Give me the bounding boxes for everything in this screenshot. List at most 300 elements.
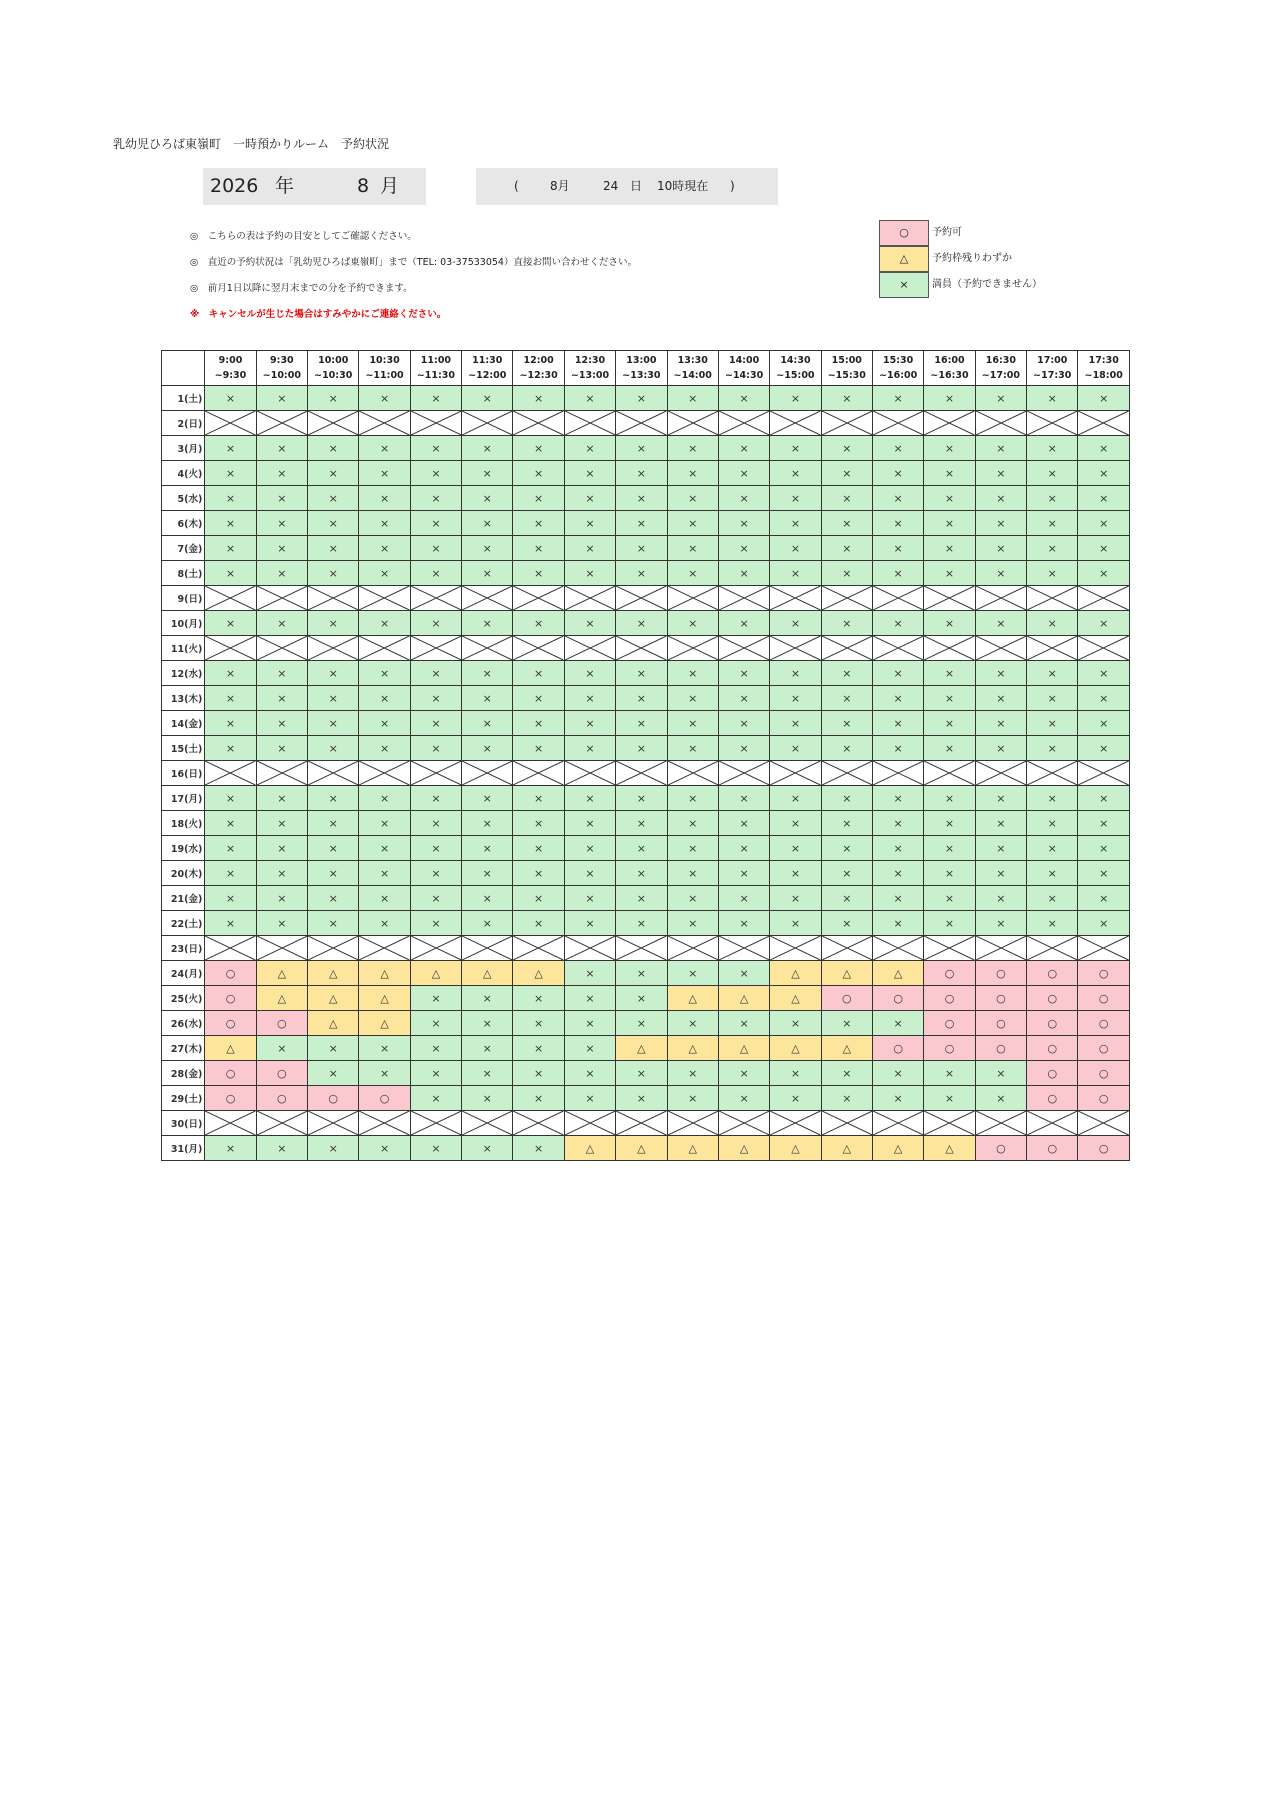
slot-cell: ×: [462, 611, 513, 636]
slot-cell: ×: [205, 611, 256, 636]
slot-cell: ×: [616, 661, 667, 686]
closed-cross-icon: [976, 586, 1026, 610]
closed-cross-icon: [822, 1111, 872, 1135]
slot-cell: ×: [821, 1011, 872, 1036]
slot-cell: △: [256, 961, 307, 986]
slot-cell: ×: [256, 436, 307, 461]
slot-cell: ×: [770, 536, 821, 561]
slot-cell: ×: [667, 686, 718, 711]
slot-cell: ×: [462, 1036, 513, 1061]
slot-cell: △: [718, 1036, 769, 1061]
slot-cell: ×: [513, 436, 564, 461]
slot-cell: ×: [821, 536, 872, 561]
day-label: 13(木): [162, 686, 205, 711]
slot-cell: ×: [564, 1086, 615, 1111]
slot-cell: ×: [564, 536, 615, 561]
cancel-note: ※ キャンセルが生じた場合はすみやかにご連絡ください。: [190, 309, 447, 320]
time-slot-header: [256, 351, 307, 386]
slot-cell: ○: [872, 986, 923, 1011]
slot-cell: ×: [924, 611, 975, 636]
slot-cell: ×: [410, 836, 461, 861]
slot-cell: ○: [308, 1086, 359, 1111]
slot-cell: ×: [359, 686, 410, 711]
time-slot-header: [1078, 351, 1130, 386]
slot-cell: ×: [513, 511, 564, 536]
closed-cross-icon: [205, 936, 255, 960]
closed-slot: [410, 936, 461, 961]
closed-cross-icon: [565, 586, 615, 610]
slot-cell: ×: [564, 611, 615, 636]
slot-cell: ×: [975, 386, 1026, 411]
slot-cell: ×: [872, 811, 923, 836]
slot-cell: ×: [308, 886, 359, 911]
closed-slot: [667, 761, 718, 786]
closed-slot: [462, 586, 513, 611]
slot-cell: ○: [1078, 1136, 1130, 1161]
closed-slot: [821, 636, 872, 661]
closed-cross-icon: [1027, 1111, 1077, 1135]
slot-cell: ×: [872, 1061, 923, 1086]
time-slot-header: [205, 351, 256, 386]
slot-cell: △: [359, 961, 410, 986]
table-row: [162, 611, 1130, 636]
closed-slot: [1078, 411, 1130, 436]
closed-slot: [667, 411, 718, 436]
slot-cell: ×: [462, 1061, 513, 1086]
slot-cell: ×: [205, 536, 256, 561]
slot-start: 15:00: [831, 355, 862, 366]
slot-cell: ×: [359, 436, 410, 461]
day-label: 30(日): [162, 1111, 205, 1136]
slot-cell: ×: [1027, 736, 1078, 761]
closed-cross-icon: [668, 761, 718, 785]
closed-slot: [462, 761, 513, 786]
slot-cell: ×: [410, 461, 461, 486]
slot-cell: ×: [256, 786, 307, 811]
closed-cross-icon: [308, 586, 358, 610]
slot-cell: ×: [410, 1036, 461, 1061]
closed-slot: [359, 761, 410, 786]
slot-cell: ×: [821, 461, 872, 486]
slot-cell: ×: [975, 911, 1026, 936]
closed-slot: [359, 936, 410, 961]
slot-cell: ×: [667, 536, 718, 561]
day-label: 10(月): [162, 611, 205, 636]
slot-cell: △: [308, 1011, 359, 1036]
slot-cell: ×: [821, 486, 872, 511]
slot-start: 14:00: [728, 355, 760, 366]
slot-cell: ○: [975, 961, 1026, 986]
slot-cell: ×: [513, 1086, 564, 1111]
slot-cell: △: [770, 961, 821, 986]
slot-cell: ×: [564, 886, 615, 911]
slot-cell: ×: [462, 511, 513, 536]
slot-cell: ×: [770, 436, 821, 461]
closed-slot: [924, 1111, 975, 1136]
slot-cell: ×: [872, 436, 923, 461]
slot-cell: ×: [718, 836, 769, 861]
closed-cross-icon: [719, 636, 769, 660]
closed-cross-icon: [822, 636, 872, 660]
closed-cross-icon: [770, 411, 820, 435]
closed-slot: [616, 1111, 667, 1136]
closed-slot: [410, 761, 461, 786]
day-label: 14(金): [162, 711, 205, 736]
slot-cell: ○: [256, 1061, 307, 1086]
slot-cell: ×: [1078, 911, 1130, 936]
closed-cross-icon: [976, 636, 1026, 660]
slot-cell: ×: [821, 1061, 872, 1086]
slot-cell: ×: [359, 811, 410, 836]
slot-cell: ×: [770, 711, 821, 736]
closed-slot: [205, 586, 256, 611]
closed-slot: [924, 636, 975, 661]
slot-cell: ×: [513, 536, 564, 561]
slot-cell: ×: [410, 886, 461, 911]
slot-cell: ×: [975, 886, 1026, 911]
slot-cell: ×: [359, 511, 410, 536]
slot-cell: ×: [513, 911, 564, 936]
status-time: 10時現在: [657, 179, 709, 193]
slot-cell: ×: [770, 611, 821, 636]
slot-end: ~18:00: [1084, 370, 1123, 381]
closed-slot: [410, 586, 461, 611]
slot-cell: ×: [564, 836, 615, 861]
slot-cell: ×: [1027, 561, 1078, 586]
slot-cell: ×: [1027, 886, 1078, 911]
slot-cell: ×: [924, 911, 975, 936]
closed-cross-icon: [873, 411, 923, 435]
closed-slot: [718, 586, 769, 611]
time-slot-header: [308, 351, 359, 386]
slot-cell: ×: [718, 461, 769, 486]
closed-cross-icon: [565, 411, 615, 435]
closed-slot: [564, 761, 615, 786]
closed-cross-icon: [1027, 411, 1077, 435]
slot-cell: △: [821, 961, 872, 986]
closed-slot: [975, 761, 1026, 786]
slot-cell: ×: [308, 711, 359, 736]
slot-cell: ×: [667, 486, 718, 511]
slot-cell: ×: [462, 1011, 513, 1036]
slot-cell: ×: [359, 1136, 410, 1161]
slot-cell: ×: [462, 886, 513, 911]
slot-cell: ×: [1078, 861, 1130, 886]
slot-cell: ×: [410, 911, 461, 936]
slot-cell: ×: [770, 1011, 821, 1036]
slot-cell: ×: [410, 1086, 461, 1111]
closed-cross-icon: [822, 761, 872, 785]
slot-cell: ×: [770, 661, 821, 686]
closed-cross-icon: [257, 936, 307, 960]
slot-cell: ×: [616, 786, 667, 811]
slot-cell: ×: [924, 486, 975, 511]
time-slot-header: [513, 351, 564, 386]
slot-cell: ×: [462, 386, 513, 411]
closed-slot: [1027, 586, 1078, 611]
closed-cross-icon: [976, 411, 1026, 435]
closed-slot: [667, 636, 718, 661]
closed-cross-icon: [616, 636, 666, 660]
slot-cell: ×: [667, 611, 718, 636]
slot-cell: △: [564, 1136, 615, 1161]
slot-cell: △: [667, 986, 718, 1011]
slot-cell: ×: [718, 511, 769, 536]
slot-cell: ×: [821, 811, 872, 836]
closed-slot: [359, 586, 410, 611]
slot-cell: ×: [462, 986, 513, 1011]
slot-cell: ×: [872, 861, 923, 886]
slot-cell: ×: [308, 561, 359, 586]
table-row: [162, 1111, 1130, 1136]
slot-cell: ○: [256, 1086, 307, 1111]
slot-cell: ×: [513, 561, 564, 586]
slot-start: 14:30: [780, 355, 811, 366]
header-row: [162, 351, 1130, 386]
closed-slot: [256, 936, 307, 961]
slot-cell: ×: [1027, 836, 1078, 861]
slot-cell: ×: [359, 1036, 410, 1061]
slot-cell: ×: [462, 1086, 513, 1111]
table-row: [162, 511, 1130, 536]
slot-cell: ×: [1078, 711, 1130, 736]
time-slot-header: [924, 351, 975, 386]
slot-cell: ×: [872, 736, 923, 761]
slot-cell: ×: [564, 461, 615, 486]
slot-cell: ×: [256, 386, 307, 411]
slot-cell: ×: [667, 911, 718, 936]
day-label: 18(火): [162, 811, 205, 836]
slot-cell: ×: [1078, 486, 1130, 511]
table-row: [162, 536, 1130, 561]
closed-slot: [1027, 636, 1078, 661]
slot-end: ~13:30: [622, 370, 661, 381]
slot-start: 17:00: [1037, 355, 1068, 366]
slot-cell: ×: [616, 1086, 667, 1111]
slot-start: 13:30: [677, 355, 708, 366]
closed-cross-icon: [359, 586, 409, 610]
closed-cross-icon: [565, 936, 615, 960]
slot-cell: ×: [205, 686, 256, 711]
slot-cell: ×: [513, 836, 564, 861]
slot-cell: ×: [1027, 786, 1078, 811]
slot-cell: ×: [821, 661, 872, 686]
slot-cell: ○: [1027, 1011, 1078, 1036]
slot-cell: ×: [256, 836, 307, 861]
day-label: 27(木): [162, 1036, 205, 1061]
slot-cell: ×: [205, 736, 256, 761]
slot-cell: ×: [718, 811, 769, 836]
slot-cell: ×: [256, 736, 307, 761]
closed-cross-icon: [1027, 761, 1077, 785]
closed-slot: [205, 1111, 256, 1136]
slot-cell: ×: [770, 811, 821, 836]
slot-cell: ×: [410, 811, 461, 836]
slot-cell: ×: [564, 436, 615, 461]
slot-start: 10:00: [318, 355, 349, 366]
slot-cell: ×: [667, 861, 718, 886]
status-month: 8月: [550, 179, 570, 193]
slot-start: 11:30: [472, 355, 503, 366]
slot-cell: ×: [924, 711, 975, 736]
slot-cell: ×: [616, 1061, 667, 1086]
slot-cell: △: [770, 986, 821, 1011]
slot-cell: ×: [872, 786, 923, 811]
slot-cell: ×: [513, 611, 564, 636]
slot-cell: ×: [256, 911, 307, 936]
closed-slot: [359, 636, 410, 661]
slot-cell: ×: [616, 986, 667, 1011]
closed-slot: [872, 1111, 923, 1136]
closed-slot: [821, 1111, 872, 1136]
slot-cell: ○: [924, 961, 975, 986]
slot-cell: ×: [564, 861, 615, 886]
slot-cell: ○: [205, 1086, 256, 1111]
slot-cell: ×: [410, 561, 461, 586]
closed-cross-icon: [873, 1111, 923, 1135]
slot-cell: ×: [821, 886, 872, 911]
table-row: [162, 861, 1130, 886]
slot-end: ~11:30: [416, 370, 456, 381]
closed-cross-icon: [513, 936, 563, 960]
slot-cell: ×: [564, 661, 615, 686]
slot-cell: ×: [1027, 861, 1078, 886]
closed-cross-icon: [205, 1111, 255, 1135]
closed-cross-icon: [257, 636, 307, 660]
slot-cell: △: [924, 1136, 975, 1161]
closed-cross-icon: [770, 586, 820, 610]
closed-slot: [1027, 1111, 1078, 1136]
slot-cell: ×: [1078, 886, 1130, 911]
slot-cell: ×: [1078, 836, 1130, 861]
slot-cell: ×: [718, 486, 769, 511]
slot-cell: ×: [410, 1011, 461, 1036]
slot-cell: ×: [975, 1061, 1026, 1086]
slot-cell: ○: [205, 986, 256, 1011]
slot-cell: ×: [975, 486, 1026, 511]
slot-cell: ×: [410, 611, 461, 636]
closed-cross-icon: [462, 936, 512, 960]
day-label: 15(土): [162, 736, 205, 761]
slot-cell: ×: [821, 511, 872, 536]
slot-cell: ×: [564, 1011, 615, 1036]
legend-few-left-label: 予約枠残りわずか: [932, 253, 1012, 264]
closed-slot: [616, 936, 667, 961]
slot-cell: ×: [205, 886, 256, 911]
slot-cell: ×: [667, 886, 718, 911]
closed-cross-icon: [924, 936, 974, 960]
closed-cross-icon: [1078, 586, 1129, 610]
slot-cell: ○: [1078, 961, 1130, 986]
slot-start: 9:00: [218, 355, 243, 366]
status-open-paren: (: [514, 179, 519, 193]
closed-slot: [256, 761, 307, 786]
table-row: [162, 836, 1130, 861]
closed-slot: [975, 586, 1026, 611]
closed-cross-icon: [1027, 586, 1077, 610]
closed-slot: [872, 761, 923, 786]
closed-slot: [513, 636, 564, 661]
legend-full-symbol: ×: [879, 272, 929, 298]
table-row: [162, 1061, 1130, 1086]
closed-slot: [1027, 936, 1078, 961]
slot-cell: ×: [667, 661, 718, 686]
closed-slot: [821, 936, 872, 961]
slot-cell: ×: [359, 661, 410, 686]
note-1: ◎ こちらの表は予約の目安としてご確認ください。: [190, 231, 417, 242]
legend-full: [879, 272, 1179, 298]
closed-slot: [513, 411, 564, 436]
closed-cross-icon: [873, 936, 923, 960]
closed-slot: [359, 411, 410, 436]
slot-cell: ×: [770, 486, 821, 511]
closed-cross-icon: [976, 1111, 1026, 1135]
day-label: 25(火): [162, 986, 205, 1011]
slot-cell: ×: [359, 386, 410, 411]
closed-slot: [462, 636, 513, 661]
slot-cell: ×: [975, 661, 1026, 686]
table-row: [162, 411, 1130, 436]
closed-slot: [718, 1111, 769, 1136]
closed-slot: [513, 761, 564, 786]
closed-slot: [770, 411, 821, 436]
slot-cell: ×: [205, 486, 256, 511]
slot-cell: ×: [821, 436, 872, 461]
slot-cell: ×: [975, 611, 1026, 636]
slot-cell: ○: [872, 1036, 923, 1061]
closed-cross-icon: [668, 936, 718, 960]
slot-end: ~9:30: [214, 370, 247, 381]
closed-cross-icon: [1027, 936, 1077, 960]
slot-cell: ×: [513, 736, 564, 761]
slot-cell: ×: [718, 561, 769, 586]
slot-cell: △: [359, 1011, 410, 1036]
closed-cross-icon: [770, 1111, 820, 1135]
slot-cell: ×: [616, 886, 667, 911]
slot-cell: ×: [718, 536, 769, 561]
slot-cell: ×: [872, 1086, 923, 1111]
closed-slot: [513, 1111, 564, 1136]
slot-cell: ×: [821, 1086, 872, 1111]
slot-cell: ×: [1027, 461, 1078, 486]
closed-slot: [770, 761, 821, 786]
slot-cell: ×: [410, 536, 461, 561]
slot-cell: ×: [564, 911, 615, 936]
slot-cell: ×: [308, 736, 359, 761]
slot-cell: ×: [770, 1086, 821, 1111]
slot-cell: ×: [205, 1136, 256, 1161]
closed-slot: [205, 636, 256, 661]
slot-cell: ×: [718, 911, 769, 936]
slot-cell: ×: [1027, 686, 1078, 711]
slot-cell: ×: [975, 711, 1026, 736]
slot-cell: ×: [975, 561, 1026, 586]
closed-slot: [564, 636, 615, 661]
table-row: [162, 811, 1130, 836]
slot-cell: ×: [1078, 686, 1130, 711]
closed-slot: [256, 1111, 307, 1136]
closed-slot: [718, 636, 769, 661]
closed-slot: [1078, 936, 1130, 961]
slot-cell: ×: [410, 661, 461, 686]
slot-cell: ×: [462, 786, 513, 811]
closed-slot: [410, 1111, 461, 1136]
slot-cell: ×: [205, 511, 256, 536]
slot-cell: ×: [256, 886, 307, 911]
slot-cell: ×: [872, 711, 923, 736]
slot-cell: △: [513, 961, 564, 986]
slot-cell: ×: [975, 836, 1026, 861]
